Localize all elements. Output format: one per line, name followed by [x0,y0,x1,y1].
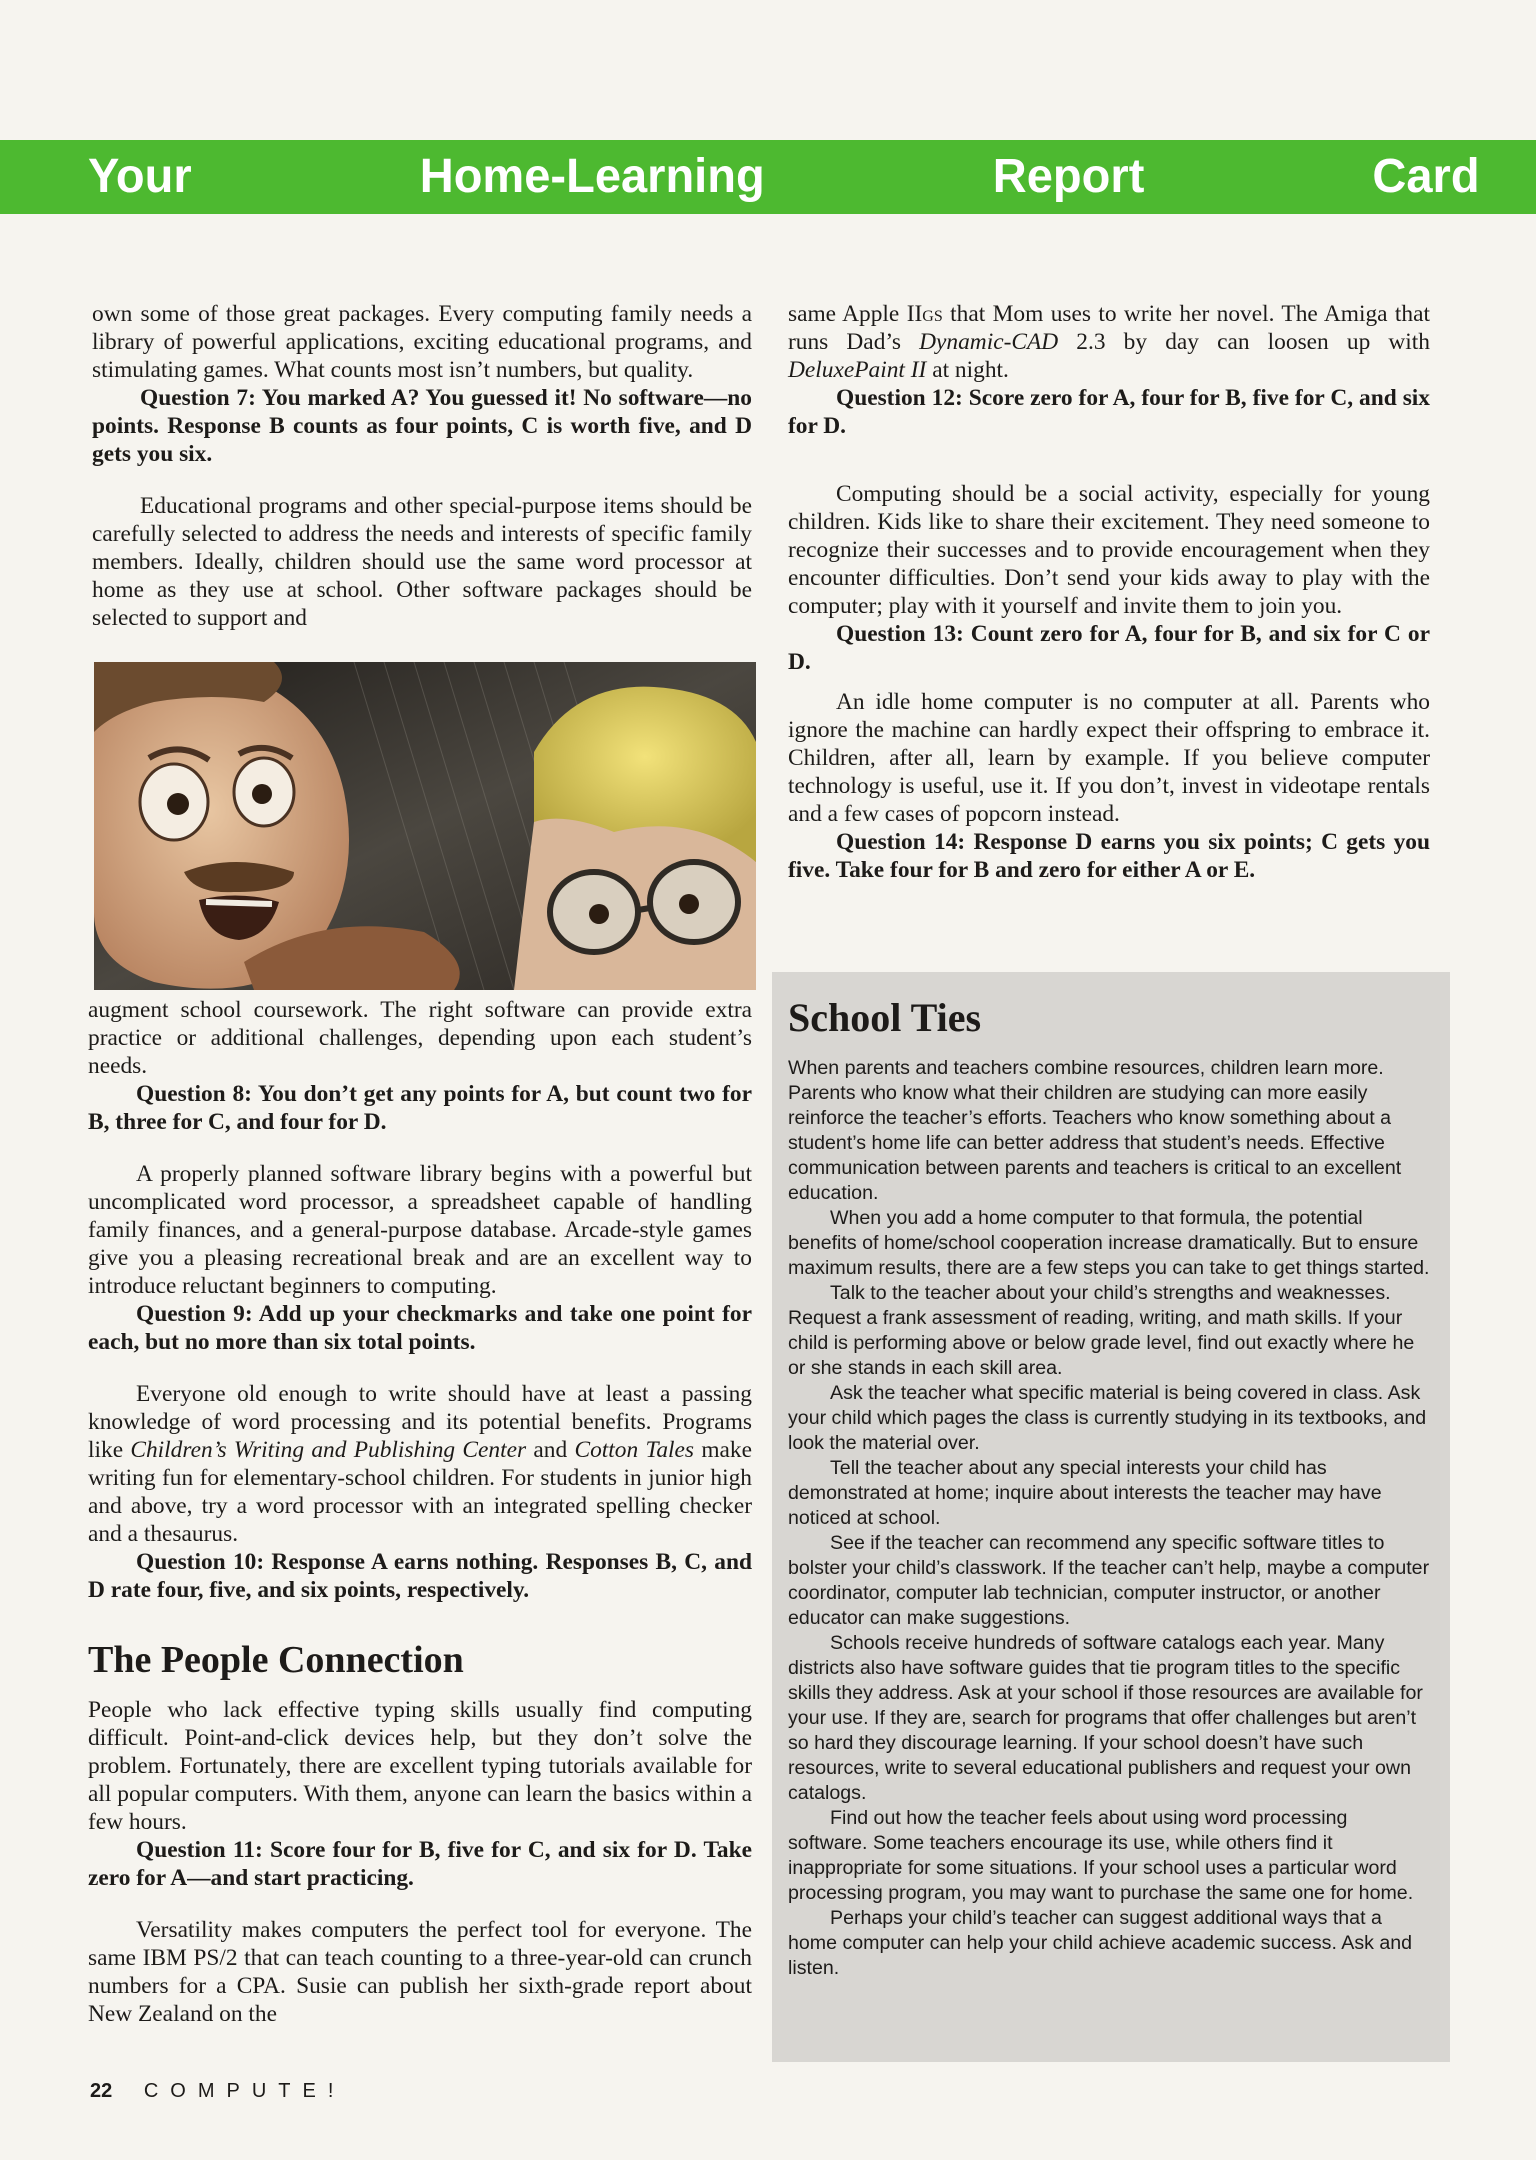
paragraph: own some of those great packages. Every computing family needs a library of powerful applications, exciting educational programs, and stimulating games. What counts most isn’t numbers, but quality. [92,301,752,383]
magazine-name: COMPUTE! [143,2080,346,2102]
left-column-bottom [88,996,752,2028]
sidebar-paragraph: See if the teacher can recommend any specific software titles to bolster your child’s classwork. If the teacher can’t help, maybe a computer coordinator, computer lab technician, computer instructor, or another educator can make suggestions. [788,1532,1430,1629]
school-ties-sidebar [772,972,1450,2062]
question-10: Question 10: Response A earns nothing. Responses B, C, and D rate four, five, and six points, respectively. [88,1549,752,1603]
banner-title: Your Home-Learning Report Card [88,150,1480,203]
sidebar-paragraph: Talk to the teacher about your child’s strengths and weaknesses. Request a frank assessment of reading, writing, and math skills. If your child is performing above or below grade level, find out exactly where he or she stands in each skill area. [788,1282,1415,1379]
question-12: Question 12: Score zero for A, four for B, five for C, and six for D. [788,385,1430,439]
paragraph: Everyone old enough to write should have at least a passing knowledge of word processing and its potential benefits. Programs like Children’s Writing and Publishing Center and Cotton Tales make writing fun for elementary-school children. For students in junior high and above, try a word processor with an integrated spelling checker and a thesaurus. [88,1381,752,1547]
illustration-image [94,662,756,990]
section-banner [0,140,1536,214]
sidebar-paragraph: Perhaps your child’s teacher can suggest additional ways that a home computer can help your child achieve academic success. Ask and listen. [788,1907,1413,1979]
page-footer [90,2078,345,2104]
illustration-frightened-father-and-child [94,662,756,990]
paragraph: augment school coursework. The right software can provide extra practice or additional challenges, depending upon each student’s needs. [88,997,752,1079]
paragraph: same Apple IIgs that Mom uses to write her novel. The Amiga that runs Dad’s Dynamic-CAD 2.3 by day can loosen up with DeluxePaint II at night. [788,301,1430,383]
sidebar-paragraph: When parents and teachers combine resources, children learn more. Parents who know what their children are studying can more easily reinforce the teacher’s efforts. Teachers who know something about a student’s home life can better address that student’s needs. Effective communication between parents and teachers is critical to an excellent education. [788,1057,1402,1204]
sidebar-paragraph: Ask the teacher what specific material is being covered in class. Ask your child which pages the class is currently studying in its textbooks, and look the material over. [788,1382,1427,1454]
question-9: Question 9: Add up your checkmarks and take one point for each, but no more than six total points. [88,1301,752,1355]
question-11: Question 11: Score four for B, five for C, and six for D. Take zero for A—and start practicing. [88,1837,752,1891]
software-title: Children’s Writing and Publishing Center [130,1437,527,1463]
paragraph: People who lack effective typing skills usually find computing difficult. Point-and-click devices help, but they don’t solve the problem. Fortunately, there are excellent typing tutorials available for all popular computers. With them, anyone can learn the basics within a few hours. [88,1697,752,1835]
paragraph: Versatility makes computers the perfect tool for everyone. The same IBM PS/2 that can teach counting to a three-year-old can crunch numbers for a CPA. Susie can publish her sixth-grade report about New Zealand on the [88,1917,752,2027]
paragraph: An idle home computer is no computer at all. Parents who ignore the machine can hardly expect their offspring to embrace it. Children, after all, learn by example. If you believe computer technology is useful, use it. If you don’t, invest in videotape rentals and a few cases of popcorn instead. [788,689,1430,827]
page-number: 22 [90,2080,113,2102]
right-column [788,300,1430,884]
software-title: Cotton Tales [574,1437,695,1463]
software-title: Dynamic-CAD [919,329,1059,355]
sidebar-paragraph: Find out how the teacher feels about using word processing software. Some teachers encourage its use, while others find it inappropriate for some situations. If your school uses a particular word processing program, you may want to purchase the same one for home. [788,1807,1414,1904]
sidebar-paragraph: When you add a home computer to that formula, the potential benefits of home/school cooperation increase dramatically. But to ensure maximum results, there are a few steps you can take to get things started. [788,1207,1430,1279]
sidebar-heading: School Ties [788,995,982,1040]
left-column-top [92,300,752,632]
paragraph: Computing should be a social activity, especially for young children. Kids like to share their excitement. They need someone to recognize their successes and to provide encouragement when they encounter difficulties. Don’t send your kids away to play with the computer; play with it yourself and invite them to join you. [788,481,1430,619]
question-13: Question 13: Count zero for A, four for B, and six for C or D. [788,621,1430,675]
software-title: DeluxePaint II [788,357,927,383]
question-8: Question 8: You don’t get any points for A, but count two for B, three for C, and four for D. [88,1081,752,1135]
paragraph: Educational programs and other special-purpose items should be carefully selected to address the needs and interests of specific family members. Ideally, children should use the same word processor at home as they use at school. Other software packages should be selected to support and [92,493,752,631]
paragraph: A properly planned software library begins with a powerful but uncomplicated word processor, a spreadsheet capable of handling family finances, and a general-purpose database. Arcade-style games give you a pleasing recreational break and are an excellent way to introduce reluctant beginners to computing. [88,1161,752,1299]
question-14: Question 14: Response D earns you six points; C gets you five. Take four for B and zero for either A or E. [788,829,1430,883]
section-heading: The People Connection [88,1639,464,1681]
question-7: Question 7: You marked A? You guessed it! No software—no points. Response B counts as four points, C is worth five, and D gets you six. [92,385,752,467]
sidebar-paragraph: Schools receive hundreds of software catalogs each year. Many districts also have software guides that tie program titles to the specific skills they address. Ask at your school if those resources are available for your use. If they are, search for programs that offer challenges but aren’t so hard they discourage learning. If your school doesn’t have such resources, write to several educational publishers and request your own catalogs. [788,1632,1423,1804]
sidebar-paragraph: Tell the teacher about any special interests your child has demonstrated at home; inquire about interests the teacher may have noticed at school. [788,1457,1382,1529]
